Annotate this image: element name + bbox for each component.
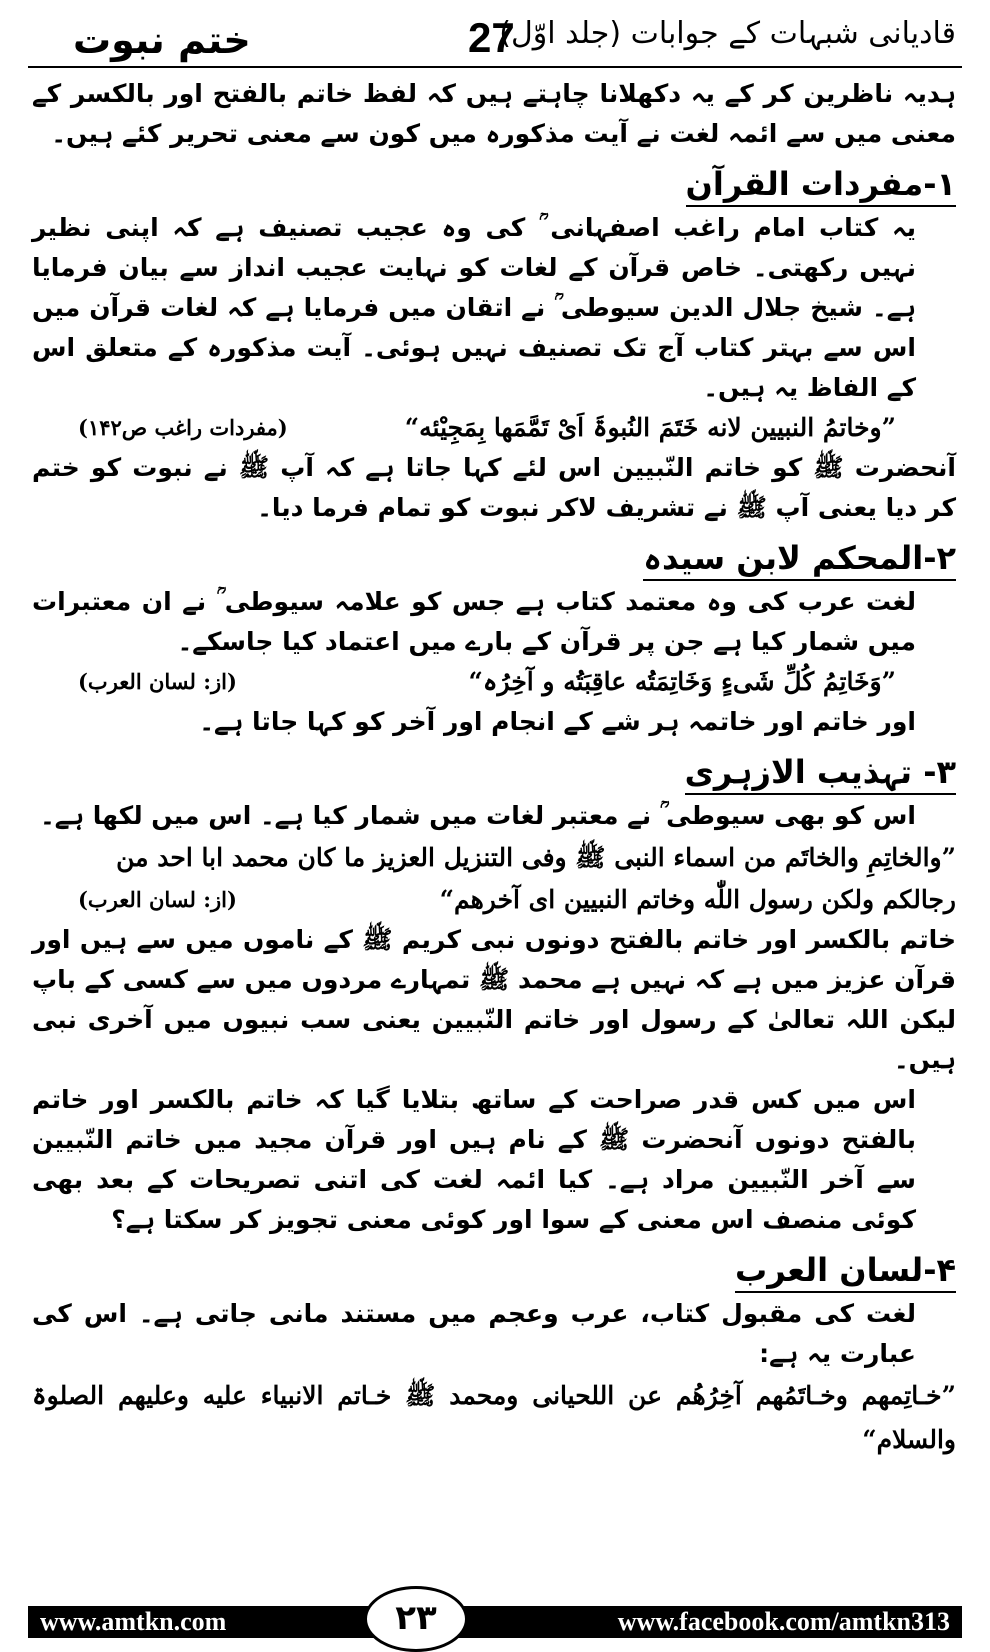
quote-reference: (از: لسان العرب) xyxy=(78,669,237,694)
page-footer xyxy=(28,1606,962,1638)
arabic-quote: ”وخاتمُ النبیین لانه خَتَمَ النُبوۃَ اَیْ تَمَّمَها بِمَجِیْئه“ xyxy=(404,413,896,442)
page-number: 27 xyxy=(468,14,515,61)
arabic-quote: رجالکم ولکن رسول اللّٰه وخاتم النبیین ای آخرهم“ xyxy=(439,885,956,914)
page-number-badge: ۲۳ xyxy=(364,1586,468,1652)
facebook-link[interactable]: www.facebook.com/amtkn313 xyxy=(617,1607,950,1636)
section-paragraph: یہ کتاب امام راغب اصفہانی ؒ کی وہ عجیب تصنیف ہے کہ اپنی نظیر نہیں رکھتی۔ خاص قرآن کے لغات کو نہایت عجیب انداز سے بیان فرمایا ہے۔ شیخ جلال الدین سیوطی ؒ نے اتقان میں فرمایا ہے کہ لغات قرآن میں اس سے بہتر کتاب آج تک تصنیف نہیں ہوئی۔ آیت مذکورہ کے متعلق اس کے الفاظ یہ ہیں۔ xyxy=(32,213,916,402)
section-heading: ۱-مفردات القرآن xyxy=(32,160,956,208)
section-paragraph: خاتم بالکسر اور خاتم بالفتح دونوں نبی کریم ﷺ کے ناموں میں سے ہیں اور قرآن عزیز میں ہے کہ نہیں ہے محمد ﷺ تمہارے مردوں میں سے کسی کے باپ لیکن اللہ تعالیٰ کے رسول اور خاتم النّبیین یعنی سب نبیوں میں آخری نبی ہیں۔ xyxy=(32,925,956,1074)
quote-reference: (مفردات راغب ص۱۴۲) xyxy=(78,415,288,440)
website-link[interactable]: www.amtkn.com xyxy=(40,1607,227,1636)
section-paragraph: اور خاتم اور خاتمہ ہر شے کے انجام اور آخر کو کہا جاتا ہے۔ xyxy=(199,707,916,736)
section-paragraph: اس میں کس قدر صراحت کے ساتھ بتلایا گیا کہ خاتم بالکسر اور خاتم بالفتح دونوں آنحضرت ﷺ کے نام ہیں اور قرآن مجید میں خاتم النّبیین سے آخر النّبیین مراد ہے۔ کیا ائمہ لغت کی اتنی تصریحات کے بعد بھی کوئی منصف اس معنی کے سوا اور کوئی معنی تجویز کر سکتا ہے؟ xyxy=(32,1085,916,1234)
section-paragraph: اس کو بھی سیوطی ؒ نے معتبر لغات میں شمار کیا ہے۔ اس میں لکھا ہے۔ xyxy=(40,801,916,830)
quote-reference: (از: لسان العرب) xyxy=(78,887,237,912)
arabic-quote-line xyxy=(32,408,956,448)
brand-title: ختم نبوت xyxy=(73,18,251,62)
arabic-quote: ”والخاتِمِ والخاتَم من اسماء النبی ﷺ وفی التنزیل العزیز ما کان محمد ابا احد من xyxy=(116,843,956,872)
arabic-quote-line xyxy=(32,662,956,702)
section-paragraph: لغت عرب کی وہ معتمد کتاب ہے جس کو علامہ سیوطی ؒ نے ان معتبرات میں شمار کیا ہے جن پر قرآن کے بارے میں اعتماد کیا جاسکے۔ xyxy=(32,587,916,656)
page-content xyxy=(32,74,956,1462)
book-title: قادیانی شبہات کے جوابات (جلد اوّل) xyxy=(499,16,956,51)
section-paragraph: آنحضرت ﷺ کو خاتم النّبیین اس لئے کہا جاتا ہے کہ آپ ﷺ نے نبوت کو ختم کر دیا یعنی آپ ﷺ نے تشریف لاکر نبوت کو تمام فرما دیا۔ xyxy=(32,453,956,522)
header-divider xyxy=(28,66,962,68)
arabic-quote-line xyxy=(32,880,956,920)
section-heading: ۴-لسان العرب xyxy=(32,1246,956,1294)
page-header xyxy=(28,12,962,64)
arabic-quote: ”وَخَاتِمُ کُلِّ شَیءٍ وَخَاتِمَتُه عاقِبَتُه و آخِرُہ“ xyxy=(468,667,896,696)
section-heading: ۳- تہذیب الازہری xyxy=(32,748,956,796)
intro-paragraph: ہدیہ ناظرین کر کے یہ دکھلانا چاہتے ہیں کہ لفظ خاتم بالفتح اور بالکسر کے معنی میں سے ائمہ لغت نے آیت مذکورہ میں کون سے معنی تحریر کئے ہیں۔ xyxy=(32,79,956,148)
section-paragraph: لغت کی مقبول کتاب، عرب وعجم میں مستند مانی جاتی ہے۔ اس کی عبارت یہ ہے: xyxy=(32,1299,916,1368)
section-heading: ۲-المحکم لابن سیدہ xyxy=(32,534,956,582)
arabic-quote: ”خـاتِمهم وخـاتَمُهم آخِرُهُم عن اللحیانی ومحمد ﷺ خـاتم الانبیاء علیه وعلیهم الصلوۃ والسلام“ xyxy=(32,1381,956,1454)
